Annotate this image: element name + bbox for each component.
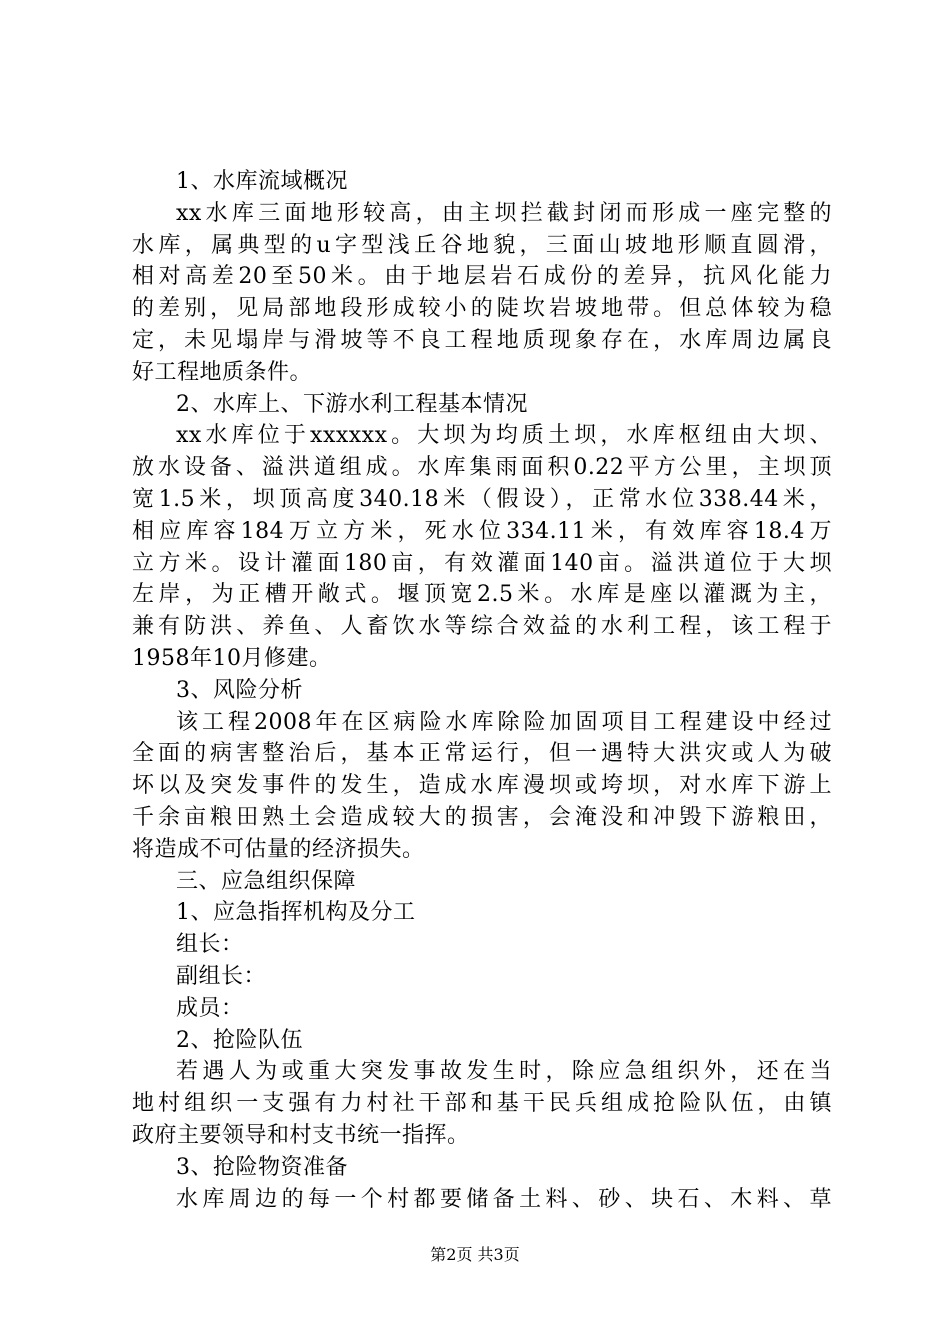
text-line: 兼有防洪、养鱼、人畜饮水等综合效益的水利工程，该工程于	[132, 614, 832, 640]
text-line: 1958年10月修建。	[132, 645, 332, 671]
text-line: 的差别，见局部地段形成较小的陡坎岩坡地带。但总体较为稳	[132, 296, 832, 322]
page-footer: 第2页 共3页	[430, 1245, 520, 1264]
text-line: 地村组织一支强有力村社干部和基干民兵组成抢险队伍，由镇	[132, 1091, 832, 1117]
text-line: 组长：	[176, 932, 244, 958]
text-line: 2、抢险队伍	[176, 1027, 303, 1053]
text-line: 1、水库流域概况	[176, 169, 348, 194]
text-line: 2、水库上、下游水利工程基本情况	[176, 391, 528, 417]
text-line: 全面的病害整治后，基本正常运行，但一遇特大洪灾或人为破	[132, 741, 832, 767]
text-line: 3、风险分析	[176, 677, 303, 703]
text-line: 好工程地质条件。	[132, 359, 313, 385]
text-line: xx水库三面地形较高，由主坝拦截封闭而形成一座完整的	[176, 200, 832, 226]
text-line: 立方米。设计灌面180亩，有效灌面140亩。溢洪道位于大坝	[132, 550, 832, 576]
text-line: 三、应急组织保障	[176, 868, 357, 894]
text-line: 副组长：	[176, 963, 267, 989]
text-line: 成员：	[176, 995, 244, 1021]
text-line: 水库，属典型的u字型浅丘谷地貌，三面山坡地形顺直圆滑，	[132, 232, 832, 258]
text-line: 1、应急指挥机构及分工	[176, 900, 416, 926]
text-line: 放水设备、溢洪道组成。水库集雨面积0.22平方公里，主坝顶	[132, 455, 832, 481]
text-line: 左岸，为正槽开敞式。堰顶宽2.5米。水库是座以灌溉为主，	[132, 582, 832, 608]
text-line: 若遇人为或重大突发事故发生时，除应急组织外，还在当	[176, 1059, 832, 1085]
text-line: 3、抢险物资准备	[176, 1154, 348, 1180]
text-line: 千余亩粮田熟土会造成较大的损害，会淹没和冲毁下游粮田，	[132, 804, 832, 830]
text-line: 将造成不可估量的经济损失。	[132, 836, 425, 862]
text-line: xx水库位于xxxxxx。大坝为均质土坝，水库枢纽由大坝、	[176, 423, 832, 449]
text-line: 水库周边的每一个村都要储备土料、砂、块石、木料、草	[176, 1186, 832, 1212]
text-line: 该工程2008年在区病险水库除险加固项目工程建设中经过	[176, 709, 832, 735]
text-line: 定，未见塌岸与滑坡等不良工程地质现象存在，水库周边属良	[132, 327, 832, 353]
text-line: 宽1.5米，坝顶高度340.18米（假设），正常水位338.44米，	[132, 486, 832, 512]
text-line: 坏以及突发事件的发生，造成水库漫坝或垮坝，对水库下游上	[132, 773, 832, 799]
document-body	[132, 166, 832, 1215]
text-line: 相对高差20至50米。由于地层岩石成份的差异，抗风化能力	[132, 264, 832, 290]
text-line: 政府主要领导和村支书统一指挥。	[132, 1122, 470, 1148]
text-line: 相应库容184万立方米，死水位334.11米，有效库容18.4万	[132, 518, 832, 544]
